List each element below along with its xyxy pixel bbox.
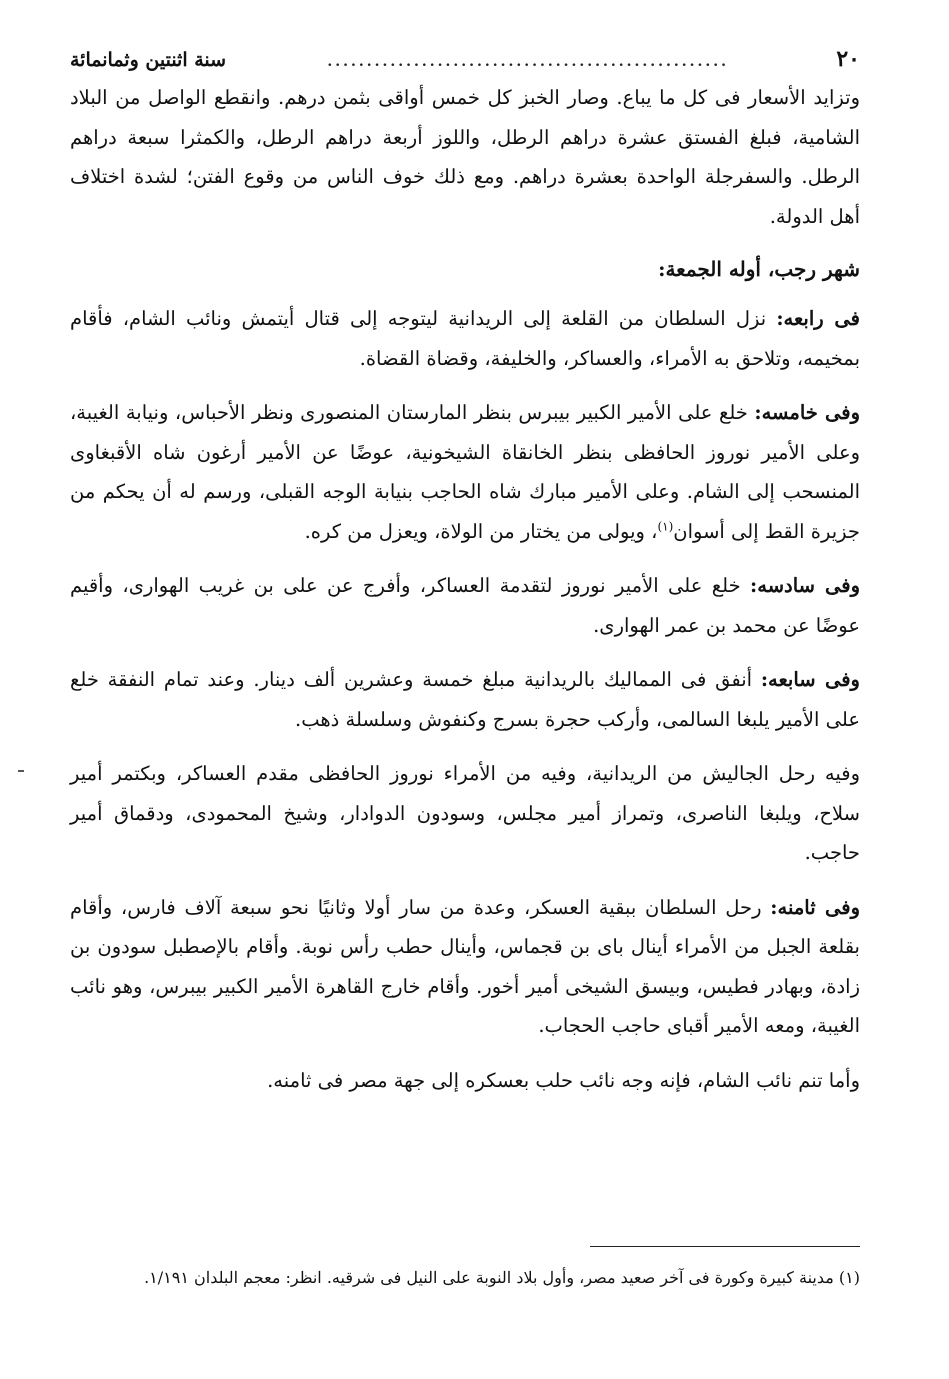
entry-text-continued: ، ويولى من يختار من الولاة، ويعزل من كره. xyxy=(304,519,658,543)
footnote-reference: (١) xyxy=(657,519,674,533)
entry-text: نزل السلطان من القلعة إلى الريدانية ليتوجه إلى قتال أيتمش ونائب الشام، فأقام بمخيمه، وتلاحق به الأمراء، والعساكر، والخليفة، وقضاة القضاة. xyxy=(70,307,860,370)
entry-paragraph xyxy=(70,393,860,551)
entry-lead: وفى خامسه: xyxy=(754,401,860,424)
running-header xyxy=(70,40,860,78)
running-title: سنة اثنتين وثمانمائة xyxy=(70,49,227,71)
scan-speck xyxy=(18,770,24,772)
entry-paragraph xyxy=(70,1061,860,1101)
entry-paragraph xyxy=(70,566,860,645)
entry-text: رحل السلطان ببقية العسكر، وعدة من سار أولا وثانيًا نحو سبعة آلاف فارس، وأقام بقلعة الجبل من الأمراء أينال باى بن قجماس، وأينال حطب رأس نوبة. وأقام بالإصطبل سودون بن زادة، وبهادر فطيس، وبيسق الشيخى أمير أخور. وأقام خارج القاهرة الأمير الكبير بيبرس، وهو نائب الغيبة، ومعه الأمير أقباى حاجب الحجاب. xyxy=(70,895,860,1037)
month-heading: شهر رجب، أوله الجمعة: xyxy=(658,257,860,281)
entry-text: خلع على الأمير الكبير بيبرس بنظر المارستان المنصورى ونظر الأحباس، ونيابة الغيبة، وعلى الأمير نوروز الحافظى بنظر الخانقاة الشيخونية، عوضًا عن الأمير أرغون شاه الأقبغاوى المنسحب إلى الشام. وعلى الأمير مبارك شاه الحاجب بنيابة الوجه القبلى، ورسم له أن يحكم من جزيرة القط إلى أسوان xyxy=(70,401,860,543)
entry-lead: فى رابعه: xyxy=(776,307,861,330)
entry-text: وأما تنم نائب الشام، فإنه وجه نائب حلب بعسكره إلى جهة مصر فى ثامنه. xyxy=(267,1068,860,1092)
header-leader-dots: ................................................... xyxy=(327,54,729,70)
entry-paragraph xyxy=(70,299,860,378)
entry-text: خلع على الأمير نوروز لتقدمة العساكر، وأفرج عن على بن غريب الهوارى، وأقيم عوضًا عن محمد بن عمر الهوارى. xyxy=(70,574,860,637)
footnote-divider xyxy=(590,1246,860,1247)
entry-text: أنفق فى المماليك بالريدانية مبلغ خمسة وعشرين ألف دينار. وعند تمام النفقة خلع على الأمير يلبغا السالمى، وأركب حجرة بسرج وكنفوش وسلسلة ذهب. xyxy=(70,668,860,731)
page-number: ٢٠ xyxy=(836,46,860,72)
entry-text: وفيه رحل الجاليش من الريدانية، وفيه من الأمراء نوروز الحافظى مقدم العساكر، وبكتمر أمير سلاح، ويلبغا الناصرى، وتمراز أمير مجلس، وسودون الدوادار، وشيخ المحمودى، ودقماق أمير حاجب. xyxy=(70,762,860,864)
footnote: (١) مدينة كبيرة وكورة فى آخر صعيد مصر، وأول بلاد النوبة على النيل فى شرقيه. انظر: معجم البلدان ١/١٩١. xyxy=(144,1268,860,1287)
main-text xyxy=(70,78,860,1100)
entry-lead: وفى سابعه: xyxy=(760,668,860,691)
book-page xyxy=(70,40,860,1360)
entry-paragraph xyxy=(70,888,860,1046)
entry-paragraph xyxy=(70,660,860,739)
entry-paragraph xyxy=(70,754,860,873)
intro-paragraph: وتزايد الأسعار فى كل ما يباع. وصار الخبز كل خمس أواقى بثمن درهم. وانقطع الواصل من البلاد الشامية، فبلغ الفستق عشرة دراهم الرطل، واللوز أربعة دراهم الرطل، والكمثرا سبعة دراهم الرطل. والسفرجلة الواحدة بعشرة دراهم. ومع ذلك خوف الناس من وقوع الفتن؛ لشدة اختلاف أهل الدولة. xyxy=(70,86,860,228)
entry-lead: وفى ثامنه: xyxy=(770,895,860,919)
entry-lead: وفى سادسه: xyxy=(750,574,860,597)
